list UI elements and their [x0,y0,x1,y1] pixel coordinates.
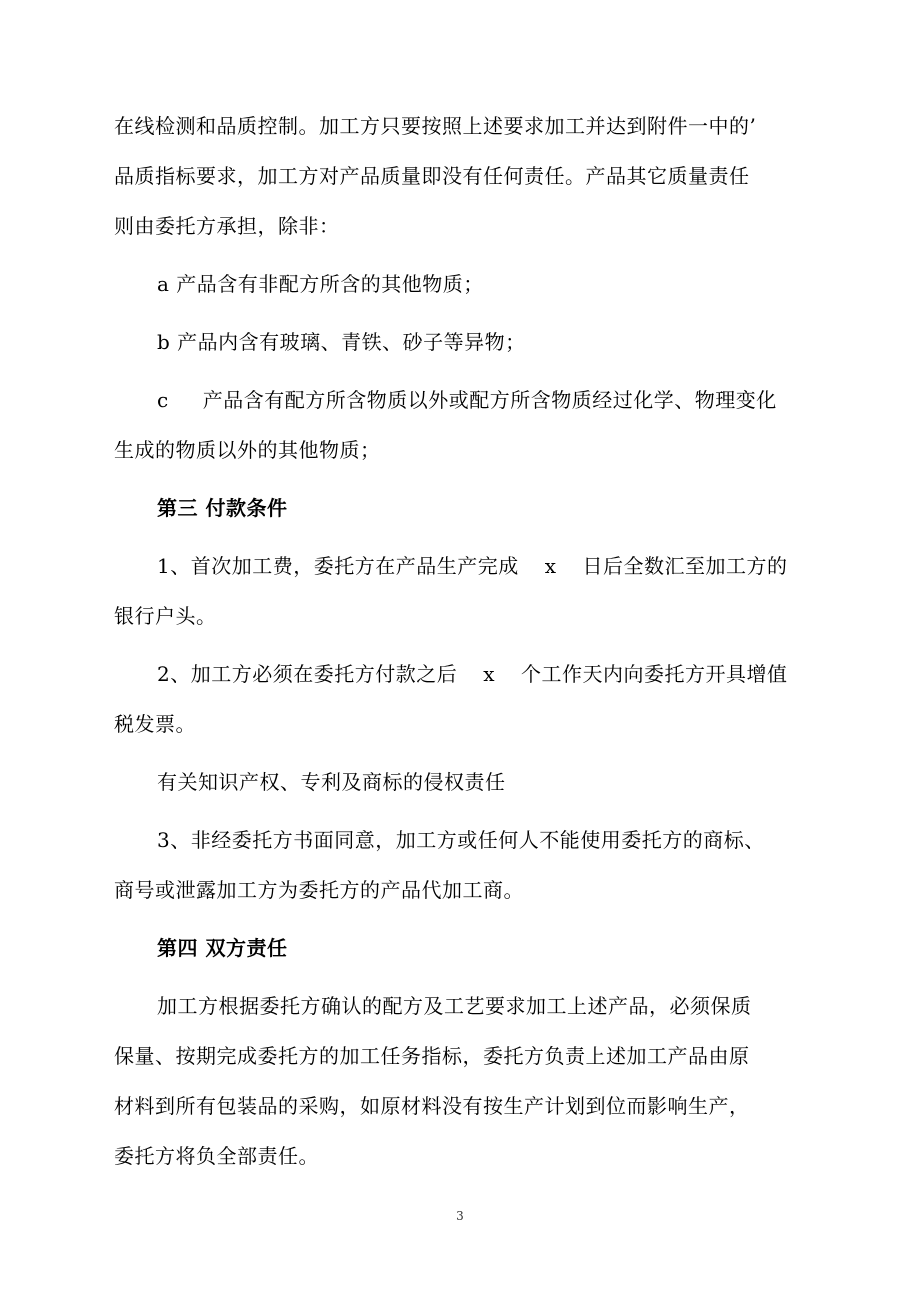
clause-2-text-a: 2、加工方必须在委托方付款之后 [157,662,458,686]
duty-paragraph-line-3: 材料到所有包装品的采购，如原材料没有按生产计划到位而影响生产， [114,1094,750,1118]
clause-2-text-b: 个工作天内向委托方开具增值 [521,662,788,686]
quality-paragraph-line-2: 品质指标要求，加工方对产品质量即没有任何责任。产品其它质量责任 [114,164,750,188]
duty-paragraph-line-2: 保量、按期完成委托方的加工任务指标，委托方负责上述加工产品由原 [114,1044,750,1068]
duty-paragraph-line-1: 加工方根据委托方确认的配方及工艺要求加工上述产品，必须保质 [157,994,752,1018]
clause-1-text-b: 日后全数汇至加工方的 [582,554,788,578]
clause-1-blank: x [544,554,557,578]
exception-item-a: a 产品含有非配方所含的其他物质； [157,272,484,296]
exception-item-c-line-1 [157,386,777,414]
clause-3-line-1: 3、非经委托方书面同意，加工方或任何人不能使用委托方的商标、 [157,828,765,852]
clause-1-line-2: 银行户头。 [114,604,217,628]
clause-2-line-1 [157,660,788,688]
clause-1-text-a: 1、首次加工费，委托方在产品生产完成 [157,554,519,578]
clause-3-line-2: 商号或泄露加工方为委托方的产品代加工商。 [114,878,524,902]
clause-2-line-2: 税发票。 [114,712,196,736]
ip-liability-heading: 有关知识产权、专利及商标的侵权责任 [157,770,506,794]
quality-paragraph-line-3: 则由委托方承担，除非： [114,214,340,238]
exception-item-c-text: 产品含有配方所含物质以外或配方所含物质经过化学、物理变化 [202,388,777,412]
exception-item-c-label: c [157,388,169,412]
exception-item-b: b 产品内含有玻璃、青铁、砂子等异物； [157,330,526,354]
page-number: 3 [456,1209,464,1223]
section-4-title: 第四 双方责任 [157,936,288,960]
quality-paragraph-line-1: 在线检测和品质控制。加工方只要按照上述要求加工并达到附件一中的’ [114,114,757,138]
duty-paragraph-line-4: 委托方将负全部责任。 [114,1144,319,1168]
clause-1-line-1 [157,552,788,580]
exception-item-c-line-2: 生成的物质以外的其他物质； [114,438,381,462]
section-3-title: 第三 付款条件 [157,496,288,520]
clause-2-blank: x [483,662,496,686]
